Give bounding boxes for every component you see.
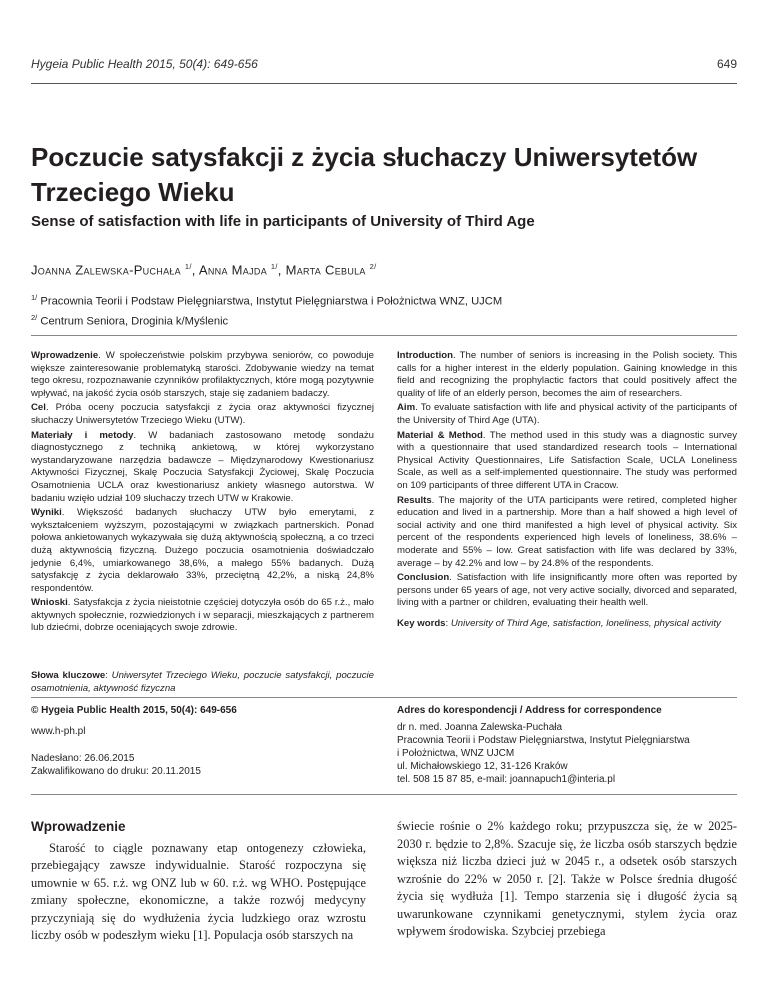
journal-citation: Hygeia Public Health 2015, 50(4): 649-656	[31, 57, 258, 71]
affiliation-mark: 2/	[31, 312, 38, 322]
received-date: Nadesłano: 26.06.2015	[31, 753, 135, 764]
body-column-left	[31, 818, 366, 945]
correspondence-line: Pracownia Teorii i Podstaw Pielęgniarstwa, Instytut Pielęgniarstwa	[397, 735, 690, 746]
page-number: 649	[716, 57, 737, 71]
keywords-polish	[31, 670, 374, 697]
author-affiliation-mark: 1/	[270, 262, 278, 271]
abstract-label: Wnioski	[31, 597, 68, 609]
author-list: Joanna Zalewska-Puchała $^{1/}$, Anna Majda $^{1/}$, Marta Cebula $^{2/}$	[31, 262, 377, 278]
journal-url[interactable]: www.h-ph.pl	[31, 726, 86, 737]
abstract-text: Satysfakcja z życia nieistotnie częściej dotyczyła osób do 65 r.ż., mało aktywnych społecznie, rozwiedzionych i w separacji, mieszkających z partnerem lub dziećmi, dobrze oceniających swoje zdrowie.	[31, 597, 374, 634]
abstract-paragraph: Aim. To evaluate satisfaction with life and physical activity of the participants of the University of Third Age (UTA).	[397, 402, 737, 426]
author-name: Joanna Zalewska-Puchała	[31, 262, 181, 278]
abstract-text: The number of seniors is increasing in the Polish society. This calls for a higher interest in the elderly population. Gaining knowledge in this field and recognizing the prophylactic factors that could positively affect the quality of life of an elderly person, becomes the aim of researchers.	[397, 350, 737, 399]
abstract-divider-top	[31, 335, 737, 336]
abstract-label: Aim	[397, 402, 416, 414]
abstract-label: Wyniki	[31, 507, 62, 519]
body-column-right	[397, 818, 737, 941]
abstract-polish	[31, 350, 374, 637]
correspondence-line: dr n. med. Joanna Zalewska-Puchała	[397, 722, 563, 733]
abstract-paragraph: Wyniki. Większość badanych słuchaczy UTW było emerytami, z wykształceniem wyższym, pozostającymi w związkach partnerskich. Ponad połowa ankietowanych wykazywała się dużą aktywnością społeczną, a co trzeci dużą aktywnością fizyczną. Dużego poczucia osamotnienia doświadczało jedynie 6,4%, umiarkowanego 38,6%, a małego 55% badanych. Dużą satysfakcję z życia deklarowało 33%, przeciętną 42,2%, a niską 24,8% respondentów.	[31, 507, 375, 594]
correspondence-line: ul. Michałowskiego 12, 31-126 Kraków	[397, 761, 568, 772]
abstract-paragraph: Conclusion. Satisfaction with life insignificantly more often was reported by persons under 65 years of age, not very active socially, divorced and separated, living with a partner or children, evaluating their health well.	[397, 572, 737, 609]
abstract-label: Conclusion	[397, 572, 450, 584]
abstract-paragraph: Cel. Próba oceny poczucia satysfakcji z życia oraz aktywności fizycznej słuchaczy Uniwersytetów Trzeciego Wieku (UTW).	[31, 402, 374, 426]
abstract-label: Results	[397, 494, 432, 506]
keywords-text: Uniwersytet Trzeciego Wieku, poczucie satysfakcji, poczucie osamotnienia, aktywność fizyczna	[31, 670, 374, 694]
header-divider	[31, 83, 737, 84]
affiliation-list	[31, 290, 502, 329]
abstract-label: Material & Method	[397, 429, 483, 441]
abstract-paragraph: Wnioski. Satysfakcja z życia nieistotnie częściej dotyczyła osób do 65 r.ż., mało aktywnych społecznie, rozwiedzionych i w separacji, mieszkających z partnerem lub dziećmi, dobrze oceniających swoje zdrowie.	[31, 597, 374, 634]
author-affiliation-mark: 2/	[369, 262, 377, 271]
abstract-label: Wprowadzenie	[31, 350, 99, 361]
body-divider	[31, 794, 737, 795]
author-name: Marta Cebula	[285, 262, 366, 278]
affiliation-mark: 1/	[31, 293, 38, 302]
affiliation-item	[31, 310, 502, 330]
abstract-text: W badaniach zastosowano metodę sondażu diagnostycznego z techniką ankietową, w której wykorzystano wystandaryzowane narzędzia badawcze – Międzynarodowy Kwestionariusz Aktywności Fizycznej, Skalę Poczucia Satysfakcji Życiowej, Skalę Poczucia Osamotnienia UCLA oraz kwestionariusz ankiety własnego autorstwa. W badaniu wzięło udział 109 słuchaczy trzech UTW w Krakowie.	[31, 429, 374, 504]
author-name: Anna Majda	[198, 262, 267, 278]
abstract-paragraph: Materiały i metody. W badaniach zastosowano metodę sondażu diagnostycznego z techniką ankietową, w której wykorzystano wystandaryzowane narzędzia badawcze – Międzynarodowy Kwestionariusz Aktywności Fizycznej, Skalę Poczucia Satysfakcji Życiowej, Skalę Poczucia Osamotnienia UCLA oraz kwestionariusz ankiety własnego autorstwa. W badaniu wzięło udział 109 słuchaczy trzech UTW w Krakowie.	[31, 429, 374, 504]
correspondence-block	[397, 704, 737, 786]
accepted-date: Zakwalifikowano do druku: 20.11.2015	[31, 766, 201, 777]
abstract-paragraph: Wprowadzenie. W społeczeństwie polskim przybywa seniorów, co powoduje większe zainteresowanie problematyką starości. Zdobywanie wiedzy na temat tego okresu, rozpoznawanie czynników profilaktycznych, które mogą pozytywnie wpływać, na jakość życia osób starszych, staje się zadaniem badaczy.	[31, 350, 374, 399]
citation-block	[31, 704, 374, 778]
article-title: Poczucie satysfakcji z życia słuchaczy Uniwersytetów Trzeciego Wieku	[31, 142, 698, 207]
section-title: Wprowadzenie	[31, 819, 126, 834]
abstract-text: The method used in this study was a diagnostic survey with a questionnaire that used standardized research tools – International Physical Activity Questionnaires, Life Satisfaction Scale, UCLA Loneliness Scale, as well as a self-implemented questionnaire. The study was performed on 109 participants of three different UTA in Cracow.	[397, 429, 737, 491]
abstract-paragraph: Results. The majority of the UTA participants were retired, completed higher education and lived in a partnership. More than a half showed a high level of social activity and one third manifested a high level of physical activity. Six percent of the respondents experienced high levels of loneliness, 38.6% – moderate and 55% – low. Great satisfaction with life was declared by 33%, average – by 42.2% and low – by 24.8% of the respondents.	[397, 494, 737, 569]
abstract-text: The majority of the UTA participants were retired, completed higher education and lived in a partnership. More than a half showed a high level of social activity and one third manifested a high level of physical activity. Six percent of the respondents experienced high levels of loneliness, 38.6% – moderate and 55% – low. Great satisfaction with life was declared by 33%, average – by 42.2% and low – by 24.8% of the respondents.	[397, 494, 737, 569]
abstract-label: Introduction	[397, 350, 453, 361]
keywords-label: Key words	[397, 617, 446, 629]
abstract-text: Satisfaction with life insignificantly more often was reported by persons under 65 years of age, not very active socially, divorced and separated, living with a partner or children, evaluating their health well.	[397, 572, 737, 609]
body-paragraph: Starość to ciągle poznawany etap ontogenezy człowieka, przebiegający zawsze indywidualnie. Starość rozpoczyna się umownie w 65. r.ż. wg ONZ lub w 60. r.ż. wg WHO. Postępujące zmiany społeczne, ekonomiczne, a także rozwój medycyny przyczyniają się do wydłużenia życia ludzkiego oraz wzrostu liczby osób w podeszłym wieku [1]. Populacja osób starszych na	[31, 840, 366, 942]
citation-divider	[31, 697, 737, 698]
keywords-paragraph: Słowa kluczowe: Uniwersytet Trzeciego Wieku, poczucie satysfakcji, poczucie osamotnienia, aktywność fizyczna	[31, 670, 374, 694]
abstract-english	[397, 350, 737, 632]
author-affiliation-mark: 1/	[184, 262, 192, 271]
keywords-label: Słowa kluczowe	[31, 670, 106, 681]
abstract-text: W społeczeństwie polskim przybywa seniorów, co powoduje większe zainteresowanie problematyką starości. Zdobywanie wiedzy na temat tego okresu, rozpoznawanie czynników profilaktycznych, które mogą pozytywnie wpływać, na jakość życia osób starszych, staje się zadaniem badaczy.	[31, 350, 374, 399]
keywords-english: Key words: University of Third Age, satisfaction, loneliness, physical activity	[397, 617, 721, 629]
affiliation-item	[31, 290, 502, 310]
citation-line: © Hygeia Public Health 2015, 50(4): 649-656	[31, 705, 237, 716]
abstract-text: Większość badanych słuchaczy UTW było emerytami, z wykształceniem wyższym, pozostającymi w związkach partnerskich. Ponad połowa ankietowanych wykazywała się dużą aktywnością społeczną, a co trzeci dużą aktywnością fizyczną. Dużego poczucia osamotnienia doświadczało jedynie 6,4%, umiarkowanego 38,6%, a małego 55% badanych. Dużą satysfakcję z życia deklarowało 33%, przeciętną 42,2%, a niską 24,8% respondentów.	[31, 507, 375, 594]
abstract-paragraph: Material & Method. The method used in this study was a diagnostic survey with a questionnaire that used standardized research tools – International Physical Activity Questionnaires, Life Satisfaction Scale, UCLA Loneliness Scale, as well as a self-implemented questionnaire. The study was performed on 109 participants of three different UTA in Cracow.	[397, 429, 737, 491]
correspondence-line: tel. 508 15 87 85, e-mail: joannapuch1@interia.pl	[397, 774, 616, 785]
abstract-paragraph: Introduction. The number of seniors is increasing in the Polish society. This calls for a higher interest in the elderly population. Gaining knowledge in this field and recognizing the prophylactic factors that could positively affect the quality of life of an elderly person, becomes the aim of researchers.	[397, 350, 737, 399]
body-paragraph: świecie rośnie o 2% każdego roku; przypuszcza się, że w 2025-2030 r. będzie to 2,8%. Szacuje się, że liczba osób starszych będzie większa niż liczba dzieci już w 2045 r., a odsetek osób starszych wzrośnie do 22% w 2050 r. [2]. Także w Polsce średnia długość życia się wydłuża [1]. Tempo starzenia się i długość życia są uwarunkowane czynnikami genetycznymi, stylem życia oraz wpływem środowiska. Szybciej przebiega	[397, 819, 737, 938]
abstract-label: Cel	[31, 402, 46, 414]
abstract-text: Próba oceny poczucia satysfakcji z życia oraz aktywności fizycznej słuchaczy Uniwersytetów Trzeciego Wieku (UTW).	[31, 402, 374, 426]
article-subtitle: Sense of satisfaction with life in participants of University of Third Age	[31, 213, 535, 230]
correspondence-line: i Położnictwa, WNZ UJCM	[397, 748, 515, 759]
affiliation-text: Centrum Seniora, Droginia k/Myślenic	[40, 315, 229, 328]
abstract-text: To evaluate satisfaction with life and physical activity of the participants of the University of Third Age (UTA).	[397, 402, 737, 426]
keywords-text: University of Third Age, satisfaction, loneliness, physical activity	[450, 617, 721, 629]
abstract-label: Materiały i metody	[31, 429, 134, 441]
correspondence-heading: Adres do korespondencji / Address for correspondence	[397, 705, 662, 716]
affiliation-text: Pracownia Teorii i Podstaw Pielęgniarstwa, Instytut Pielęgniarstwa i Położnictwa WNZ, UJCM	[40, 295, 503, 308]
running-header	[31, 57, 737, 77]
